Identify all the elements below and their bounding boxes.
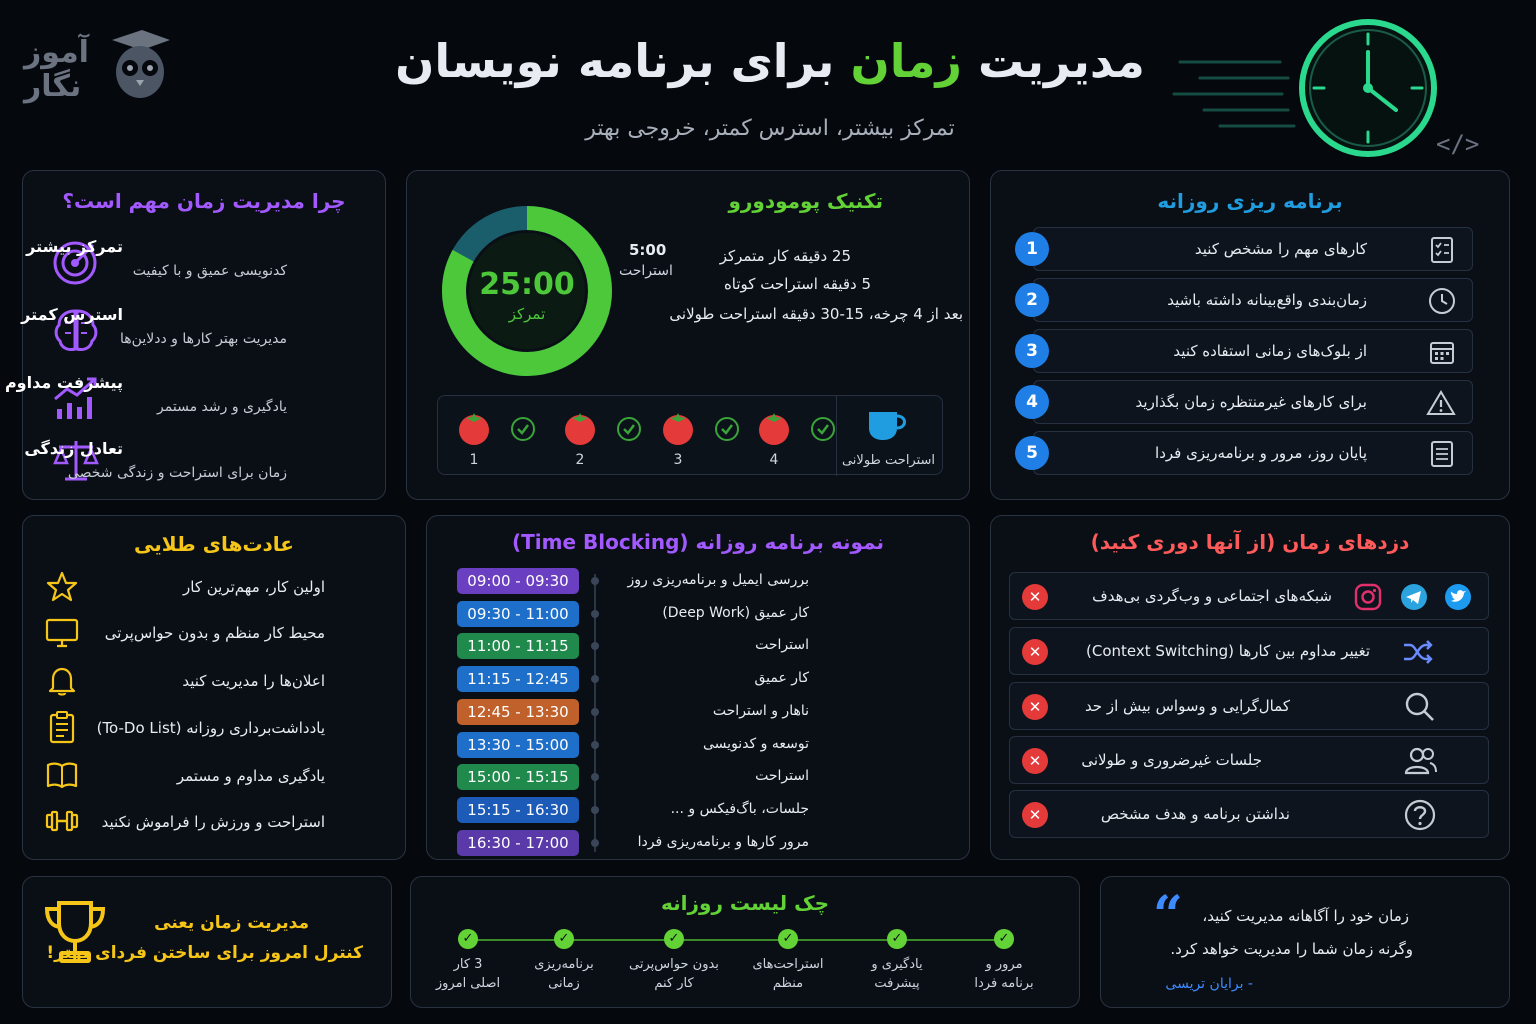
time-slot: 12:45 - 13:30 bbox=[457, 699, 579, 725]
why-item-desc: مدیریت بهتر کارها و ددلاین‌ها bbox=[120, 331, 287, 347]
pomodoro-rule: بعد از 4 چرخه، 15-30 دقیقه استراحت طولانی bbox=[669, 305, 963, 323]
close-icon: ✕ bbox=[1022, 748, 1048, 774]
check-icon bbox=[714, 416, 740, 442]
plan-item-text: برای کارهای غیرمنتظره زمان بگذارید bbox=[1135, 393, 1367, 411]
question-icon bbox=[1404, 799, 1436, 831]
plan-item bbox=[1033, 431, 1473, 475]
checklist-item: ✓ برنامه‌ریزی زمانی bbox=[534, 931, 594, 991]
check-icon: ✓ bbox=[778, 929, 798, 949]
why-item-title: تعادل زندگی bbox=[24, 439, 123, 458]
close-icon: ✕ bbox=[1022, 802, 1048, 828]
timeline-dot bbox=[591, 741, 599, 749]
time-blocking-card bbox=[426, 515, 970, 860]
why-item bbox=[23, 435, 385, 495]
motto-line1: مدیریت زمان یعنی bbox=[154, 913, 309, 933]
time-slot: 11:15 - 12:45 bbox=[457, 666, 579, 692]
plan-item-text: زمان‌بندی واقع‌بینانه داشته باشید bbox=[1167, 291, 1367, 309]
instagram-icon bbox=[1354, 583, 1382, 611]
long-break bbox=[836, 396, 940, 476]
tomato-icon bbox=[560, 408, 600, 448]
check-icon: ✓ bbox=[887, 929, 907, 949]
close-icon: ✕ bbox=[1022, 584, 1048, 610]
notes-icon bbox=[1428, 440, 1456, 468]
svg-text:آموز: آموز bbox=[24, 35, 89, 70]
thief-item bbox=[1009, 682, 1489, 730]
time-slot: 11:00 - 11:15 bbox=[457, 633, 579, 659]
habit-item: یادداشت‌برداری روزانه (To-Do List) bbox=[96, 719, 325, 737]
thief-item bbox=[1009, 790, 1489, 838]
timeline-dot bbox=[591, 675, 599, 683]
timeline-dot bbox=[591, 577, 599, 585]
quote-author: - برایان تریسی bbox=[1165, 976, 1253, 992]
why-item-desc: کدنویسی عمیق و با کیفیت bbox=[132, 263, 287, 279]
time-slot: 13:30 - 15:00 bbox=[457, 732, 579, 758]
timeline-dot bbox=[591, 708, 599, 716]
time-slot: 09:30 - 11:00 bbox=[457, 601, 579, 627]
pomodoro-rule: 25 دقیقه کار متمرکز bbox=[719, 247, 851, 265]
star-icon bbox=[45, 570, 79, 604]
checklist-item: ✓ یادگیری و پیشرفت bbox=[871, 931, 923, 991]
search-icon bbox=[1404, 691, 1436, 723]
time-blocking-title: نمونه برنامه روزانه (Time Blocking) bbox=[512, 530, 884, 554]
habit-item: اولین کار، مهم‌ترین کار bbox=[183, 578, 325, 596]
checklist-item: ✓ 3 کار اصلی امروز bbox=[435, 931, 501, 991]
shuffle-icon bbox=[1402, 638, 1434, 666]
monitor-icon bbox=[45, 616, 79, 650]
check-icon: ✓ bbox=[994, 929, 1014, 949]
cycle bbox=[738, 396, 834, 476]
time-slot: 16:30 - 17:00 bbox=[457, 830, 579, 856]
step-number: 3 bbox=[1015, 334, 1049, 368]
time-slot-activity: توسعه و کدنویسی bbox=[703, 735, 809, 752]
clipboard-icon bbox=[45, 710, 79, 744]
users-icon bbox=[1404, 745, 1438, 777]
time-slot-activity: استراحت bbox=[755, 768, 809, 785]
telegram-icon bbox=[1400, 583, 1428, 611]
habits-card bbox=[22, 515, 406, 860]
close-icon: ✕ bbox=[1022, 639, 1048, 665]
thief-item-text: نداشتن برنامه و هدف مشخص bbox=[1100, 805, 1290, 823]
plan-item bbox=[1033, 329, 1473, 373]
why-item-title: استرس کمتر bbox=[21, 305, 123, 324]
why-item-title: تمرکز بیشتر bbox=[26, 237, 123, 256]
bell-icon bbox=[45, 664, 79, 698]
checklist-icon bbox=[1428, 236, 1456, 264]
habit-item: اعلان‌ها را مدیریت کنید bbox=[182, 672, 325, 690]
motto-line2: کنترل امروز برای ساختن فردای بهتر! bbox=[46, 943, 363, 963]
time-slot: 15:15 - 16:30 bbox=[457, 797, 579, 823]
checklist-item: ✓ بدون حواس‌پرتی کار کنم bbox=[629, 931, 719, 991]
twitter-icon bbox=[1444, 583, 1472, 611]
cycle-number: 3 bbox=[673, 452, 683, 468]
long-break-label: استراحت طولانی bbox=[841, 453, 936, 468]
check-icon bbox=[616, 416, 642, 442]
timeline-dot bbox=[591, 642, 599, 650]
thief-item-text: کمال‌گرایی و وسواس بیش از حد bbox=[1084, 697, 1290, 715]
step-number: 1 bbox=[1015, 232, 1049, 266]
time-thieves-title: دزدهای زمان (از آنها دوری کنید) bbox=[1090, 530, 1410, 554]
step-number: 2 bbox=[1015, 283, 1049, 317]
warning-icon bbox=[1426, 389, 1456, 417]
thief-item bbox=[1009, 627, 1489, 675]
checklist-item: ✓ استراحت‌های منظم bbox=[752, 931, 824, 991]
check-icon: ✓ bbox=[554, 929, 574, 949]
quote-line1: زمان خود را آگاهانه مدیریت کنید، bbox=[1202, 907, 1409, 925]
daily-plan-title: برنامه ریزی روزانه bbox=[1157, 189, 1343, 213]
quote-card bbox=[1100, 876, 1510, 1008]
title-accent: زمان bbox=[850, 34, 962, 88]
time-slot: 09:00 - 09:30 bbox=[457, 568, 579, 594]
dumbbell-icon bbox=[45, 804, 79, 838]
thief-item bbox=[1009, 572, 1489, 620]
plan-item bbox=[1033, 380, 1473, 424]
why-item-desc: زمان برای استراحت و زندگی شخصی bbox=[67, 465, 287, 481]
checklist-item: ✓ مرور و برنامه فردا bbox=[974, 931, 1034, 991]
timeline-dot bbox=[591, 806, 599, 814]
clock-icon bbox=[1428, 287, 1456, 315]
step-number: 5 bbox=[1015, 436, 1049, 470]
pomodoro-card bbox=[406, 170, 970, 500]
thief-item-text: شبکه‌های اجتماعی و وب‌گردی بی‌هدف bbox=[1092, 587, 1332, 605]
brand-logo bbox=[22, 26, 172, 106]
cycle-number: 1 bbox=[469, 452, 479, 468]
time-slot-activity: کار عمیق bbox=[754, 670, 809, 687]
check-icon bbox=[810, 416, 836, 442]
habit-item: محیط کار منظم و بدون حواس‌پرتی bbox=[104, 624, 325, 642]
plan-item bbox=[1033, 278, 1473, 322]
thief-item-text: جلسات غیرضروری و طولانی bbox=[1081, 751, 1262, 769]
break-time: 5:00 bbox=[629, 241, 667, 259]
tomato-icon bbox=[754, 408, 794, 448]
habits-title: عادت‌های طلایی bbox=[134, 532, 294, 556]
time-slot-activity: استراحت bbox=[755, 637, 809, 654]
break-label: استراحت bbox=[619, 263, 673, 279]
time-slot-activity: مرور کارها و برنامه‌ریزی فردا bbox=[637, 833, 809, 850]
check-icon bbox=[510, 416, 536, 442]
time-slot: 15:00 - 15:15 bbox=[457, 764, 579, 790]
daily-checklist-card bbox=[410, 876, 1080, 1008]
pomodoro-title: تکنیک پومودورو bbox=[728, 189, 883, 213]
plan-item-text: از بلوک‌های زمانی استفاده کنید bbox=[1173, 342, 1367, 360]
why-item-desc: یادگیری و رشد مستمر bbox=[157, 399, 287, 415]
habit-item: استراحت و ورزش را فراموش نکنید bbox=[101, 813, 325, 831]
plan-item-text: کارهای مهم را مشخص کنید bbox=[1194, 240, 1367, 258]
why-item bbox=[23, 233, 385, 293]
habit-item: یادگیری مداوم و مستمر bbox=[176, 767, 325, 785]
check-icon: ✓ bbox=[664, 929, 684, 949]
cycle-number: 4 bbox=[769, 452, 779, 468]
tomato-icon bbox=[454, 408, 494, 448]
pomodoro-rule: 5 دقیقه استراحت کوتاه bbox=[723, 275, 871, 293]
page-title: مدیریت زمان برای برنامه نویسان bbox=[395, 34, 1145, 88]
quote-line2: وگرنه زمان شما را مدیریت خواهد کرد. bbox=[1170, 940, 1413, 958]
quote-mark-icon: “ bbox=[1153, 885, 1183, 946]
calendar-icon bbox=[1428, 338, 1456, 366]
tomato-icon bbox=[658, 408, 698, 448]
why-item bbox=[23, 301, 385, 361]
timeline-dot bbox=[591, 610, 599, 618]
time-slot-activity: جلسات، باگ‌فیکس و ... bbox=[670, 800, 809, 817]
svg-text:نگار: نگار bbox=[24, 69, 82, 104]
time-slot-activity: کار عمیق (Deep Work) bbox=[662, 604, 809, 621]
coffee-cup-icon bbox=[865, 406, 913, 442]
page-subtitle: تمرکز بیشتر، استرس کمتر، خروجی بهتر bbox=[585, 116, 955, 141]
check-icon: ✓ bbox=[458, 929, 478, 949]
why-card bbox=[4, 170, 386, 500]
pomodoro-timer-label: تمرکز bbox=[508, 305, 546, 323]
time-slot-activity: بررسی ایمیل و برنامه‌ریزی روز bbox=[627, 572, 809, 588]
pomodoro-cycles bbox=[437, 395, 943, 475]
plan-item bbox=[1033, 227, 1473, 271]
time-slot-activity: ناهار و استراحت bbox=[712, 702, 809, 719]
book-icon bbox=[45, 758, 79, 792]
plan-item-text: پایان روز، مرور و برنامه‌ریزی فردا bbox=[1155, 444, 1367, 462]
timeline-dot bbox=[591, 773, 599, 781]
motto-card bbox=[22, 876, 392, 1008]
clock-illustration bbox=[1170, 14, 1490, 164]
close-icon: ✕ bbox=[1022, 694, 1048, 720]
thief-item bbox=[1009, 736, 1489, 784]
timeline-dot bbox=[591, 839, 599, 847]
cycle-number: 2 bbox=[575, 452, 585, 468]
code-icon: </> bbox=[1436, 130, 1480, 158]
daily-plan-card bbox=[990, 170, 1510, 500]
why-item-title: پیشرفت مداوم bbox=[4, 373, 123, 392]
why-item bbox=[4, 369, 385, 429]
time-thieves-card bbox=[990, 515, 1510, 860]
checklist-title: چک لیست روزانه bbox=[661, 891, 829, 915]
step-number: 4 bbox=[1015, 385, 1049, 419]
thief-item-text: تغییر مداوم بین کارها (Context Switching) bbox=[1085, 642, 1370, 660]
pomodoro-timer: 25:00 bbox=[479, 267, 575, 302]
why-title: چرا مدیریت زمان مهم است؟ bbox=[62, 189, 346, 213]
